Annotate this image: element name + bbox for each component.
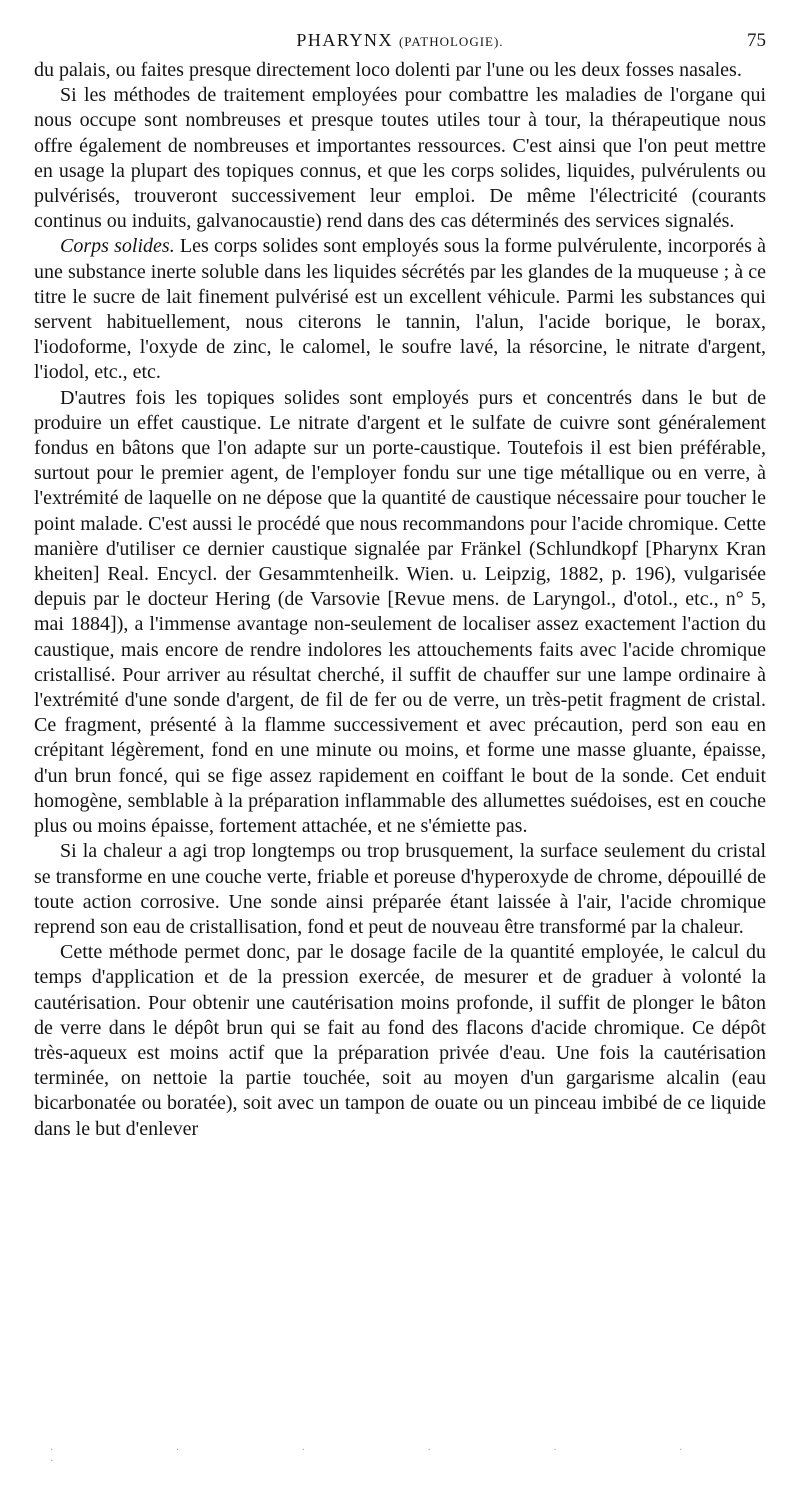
paragraph (34, 386, 766, 840)
running-head-title (34, 30, 766, 51)
paragraph-text: Les corps solides sont employés sous la forme pulvérulente, incorporés à une substance inerte soluble dans les liquides sécrétés par les glandes de la muqueuse ; à ce titre le sucre de lait finement pulvérisé est un excellent véhicule. Parmi les substances qui servent habituellement, nous citerons le tannin, l'alun, l'acide borique, le borax, l'iodoforme, l'oxyde de zinc, le calomel, le soufre lavé, la résorcine, le nitrate d'argent, l'iodol, etc., etc. (34, 235, 767, 384)
paragraph (34, 839, 766, 940)
paragraph-continued (34, 58, 766, 83)
running-head (34, 30, 766, 56)
paragraph-corps-solides (34, 234, 766, 385)
scan-artifact-marks: · · · · · · · (50, 1445, 743, 1467)
section-lead-in: Corps solides. (60, 235, 175, 258)
paragraph (34, 940, 766, 1142)
page-number: 75 (747, 30, 766, 51)
paragraph-text: Si les méthodes de traitement employées pour combattre les maladies de l'organe qui nous occupe sont nombreuses et presque toutes utiles tour à tour, la thérapeutique nous offre également de nombreuses et importantes ressources. C'est ainsi que l'on peut mettre en usage la plupart des topiques connus, et que les corps solides, liquides, pulvérulents ou pulvérisés, trouveront successivement leur emploi. De même l'électricité (courants continus ou induits, galvanocaustie) rend dans des cas déterminés des services signalés. (34, 84, 766, 233)
paragraph-text: Si la chaleur a agi trop longtemps ou trop brusquement, la surface seulement du cristal se transforme en une couche verte, friable et poreuse d'hyperoxyde de chrome, dépouillé de toute action corrosive. Une sonde ainsi préparée étant laissée à l'air, l'acide chromique reprend son eau de cristallisation, fond et peut de nouveau être transformé par la chaleur. (34, 840, 766, 938)
paragraph-text: D'autres fois les topiques solides sont employés purs et concentrés dans le but de produire un effet caustique. Le nitrate d'argent et le sulfate de cuivre sont généralement fondus en bâtons que l'on adapte sur un porte-caustique. Toutefois il est bien préférable, surtout pour le premier agent, de l'employer fondu sur une tige métallique ou en verre, à l'extrémité de laquelle on ne dépose que la quantité de caustique nécessaire pour toucher le point malade. C'est aussi le procédé que nous recommandons pour l'acide chromique. Cette manière d'utiliser ce dernier caustique signalée par Fränkel (Schlundkopf [Pharynx Kran kheiten] Real. Encycl. der Gesammtenheilk. Wien. u. Leipzig, 1882, p. 196), vulgarisée depuis par le docteur Hering (de Varsovie [Revue mens. de Laryngol., d'otol., etc., n° 5, mai 1884]), a l'immense avantage non-seulement de localiser assez exactement l'action du caustique, mais encore de rendre indolores les attouchements faits avec l'acide chromique cristallisé. Pour arriver au résultat cherché, il suffit de chauffer sur une lampe ordinaire à l'extrémité d'une sonde d'argent, de fil de fer ou de verre, un très-petit fragment de cristal. Ce fragment, présenté à la flamme successivement et avec précaution, perd son eau en crépitant légèrement, fond en une minute ou moins, et forme une masse gluante, épaisse, d'un brun foncé, qui se fige assez rapidement en coiffant le bout de la sonde. Cet enduit homogène, semblable à la préparation inflammable des allumettes suédoises, est en couche plus ou moins épaisse, fortement attachée, et ne s'émiette pas. (34, 386, 766, 838)
paragraph-text: Cette méthode permet donc, par le dosage facile de la quantité employée, le calcul du temps d'application et de la pression exercée, de mesurer et de graduer à volonté la cautérisation. Pour obtenir une cautérisation moins profonde, il suffit de plonger le bâton de verre dans le dépôt brun qui se fait au fond des flacons d'acide chromique. Ce dépôt très-aqueux est moins actif que la préparation privée d'eau. Une fois la cautérisation terminée, on nettoie la partie touchée, soit au moyen d'un gargarisme alcalin (eau bicarbonatée ou boratée), soit avec un tampon de ouate ou un pinceau imbibé de ce liquide dans le but d'enlever (34, 941, 766, 1140)
paragraph (34, 83, 766, 234)
paragraph-text: du palais, ou faites presque directement loco dolenti par l'une ou les deux fosses nasales. (34, 59, 742, 81)
running-head-main: PHARYNX (296, 30, 393, 50)
running-head-subtitle: (PATHOLOGIE). (398, 34, 504, 49)
body-text (34, 58, 766, 1142)
